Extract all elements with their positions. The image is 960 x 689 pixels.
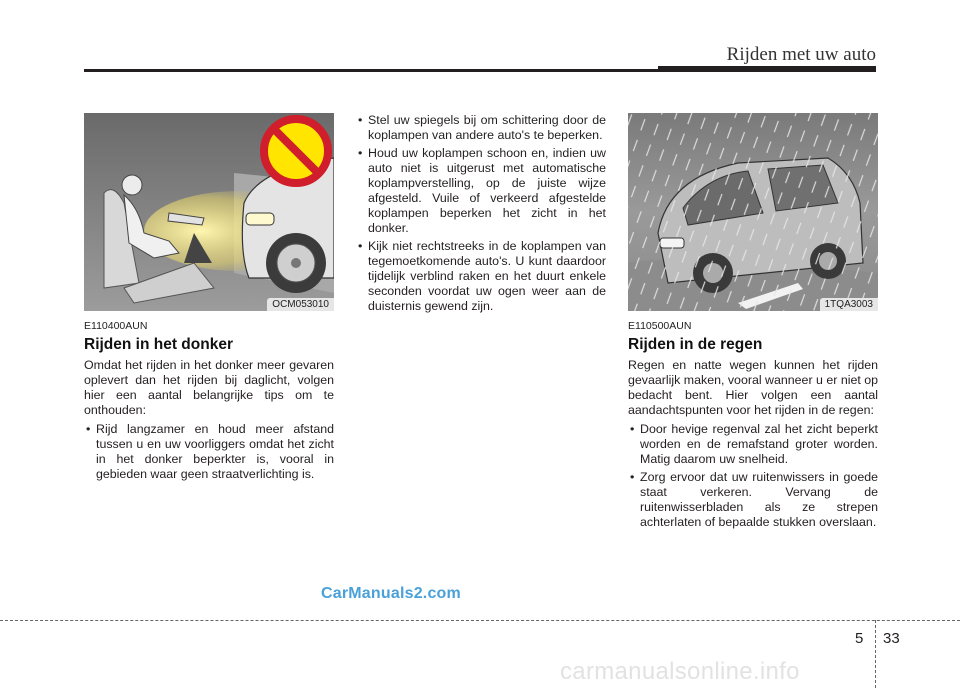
rain-driving-illustration	[628, 113, 878, 311]
bullet-item: • Zorg ervoor dat uw ruitenwissers in goede staat verkeren. Vervang de ruitenwisserbladen als ze strepen achterlaten of bepaalde stukken overslaan.	[628, 470, 878, 530]
running-header-title: Rijden met uw auto	[726, 44, 876, 65]
footer-rule	[0, 620, 960, 621]
bullet-list	[84, 422, 334, 482]
section-intro: Regen en natte wegen kunnen het rijden gevaarlijk maken, vooral wanneer u er niet op bedacht bent. Hier volgen een aantal aandachtspunten voor het rijden in de regen:	[628, 358, 879, 417]
night-driving-illustration	[84, 113, 334, 311]
section-code: E110400AUN	[84, 320, 148, 332]
night-driving-image	[84, 113, 334, 311]
footer-site-watermark[interactable]: carmanualsonline.info	[560, 658, 800, 685]
watermark-link[interactable]: CarManuals2.com	[321, 585, 461, 602]
page-number: 33	[883, 630, 900, 647]
header-rule-accent	[658, 66, 876, 72]
column-left	[84, 113, 334, 485]
bullet-list	[356, 113, 606, 314]
bullet-item: • Stel uw spiegels bij om schittering door de koplampen van andere auto's te beperken.	[356, 113, 606, 143]
column-middle	[356, 113, 606, 317]
bullet-item: • Door hevige regenval zal het zicht beperkt worden en de remafstand groter worden. Matig daarom uw snelheid.	[628, 422, 878, 467]
section-code: E110500AUN	[628, 320, 692, 332]
figure-code: 1TQA3003	[820, 298, 878, 311]
bullet-item: • Houd uw koplampen schoon en, indien uw auto niet is uitgerust met automatische koplampverstelling, op de juiste wijze afgesteld. Vuile of verkeerd afgestelde koplampen beperken het zicht in het donker.	[356, 146, 606, 236]
figure-code: OCM053010	[267, 298, 334, 311]
section-title: Rijden in het donker	[84, 336, 233, 353]
section-intro: Omdat het rijden in het donker meer gevaren oplevert dan het rijden bij daglicht, volgen hier een aantal belangrijke tips om te onthouden:	[84, 358, 334, 417]
column-right	[628, 113, 878, 533]
rain-driving-image	[628, 113, 878, 311]
bullet-item: • Kijk niet rechtstreeks in de koplampen van tegemoetkomende auto's. U kunt daardoor tijdelijk verblind raken en het duurt enkele seconden voordat uw ogen weer aan de duisternis gewend zijn.	[356, 239, 606, 314]
chapter-number: 5	[855, 630, 864, 647]
footer-separator	[875, 620, 876, 688]
bullet-item: • Rijd langzamer en houd meer afstand tussen u en uw voorliggers omdat het zicht in het donker beperkter is, vooral in gebieden waar geen straatverlichting is.	[84, 422, 334, 482]
bullet-list	[628, 422, 878, 530]
section-title: Rijden in de regen	[628, 336, 763, 353]
